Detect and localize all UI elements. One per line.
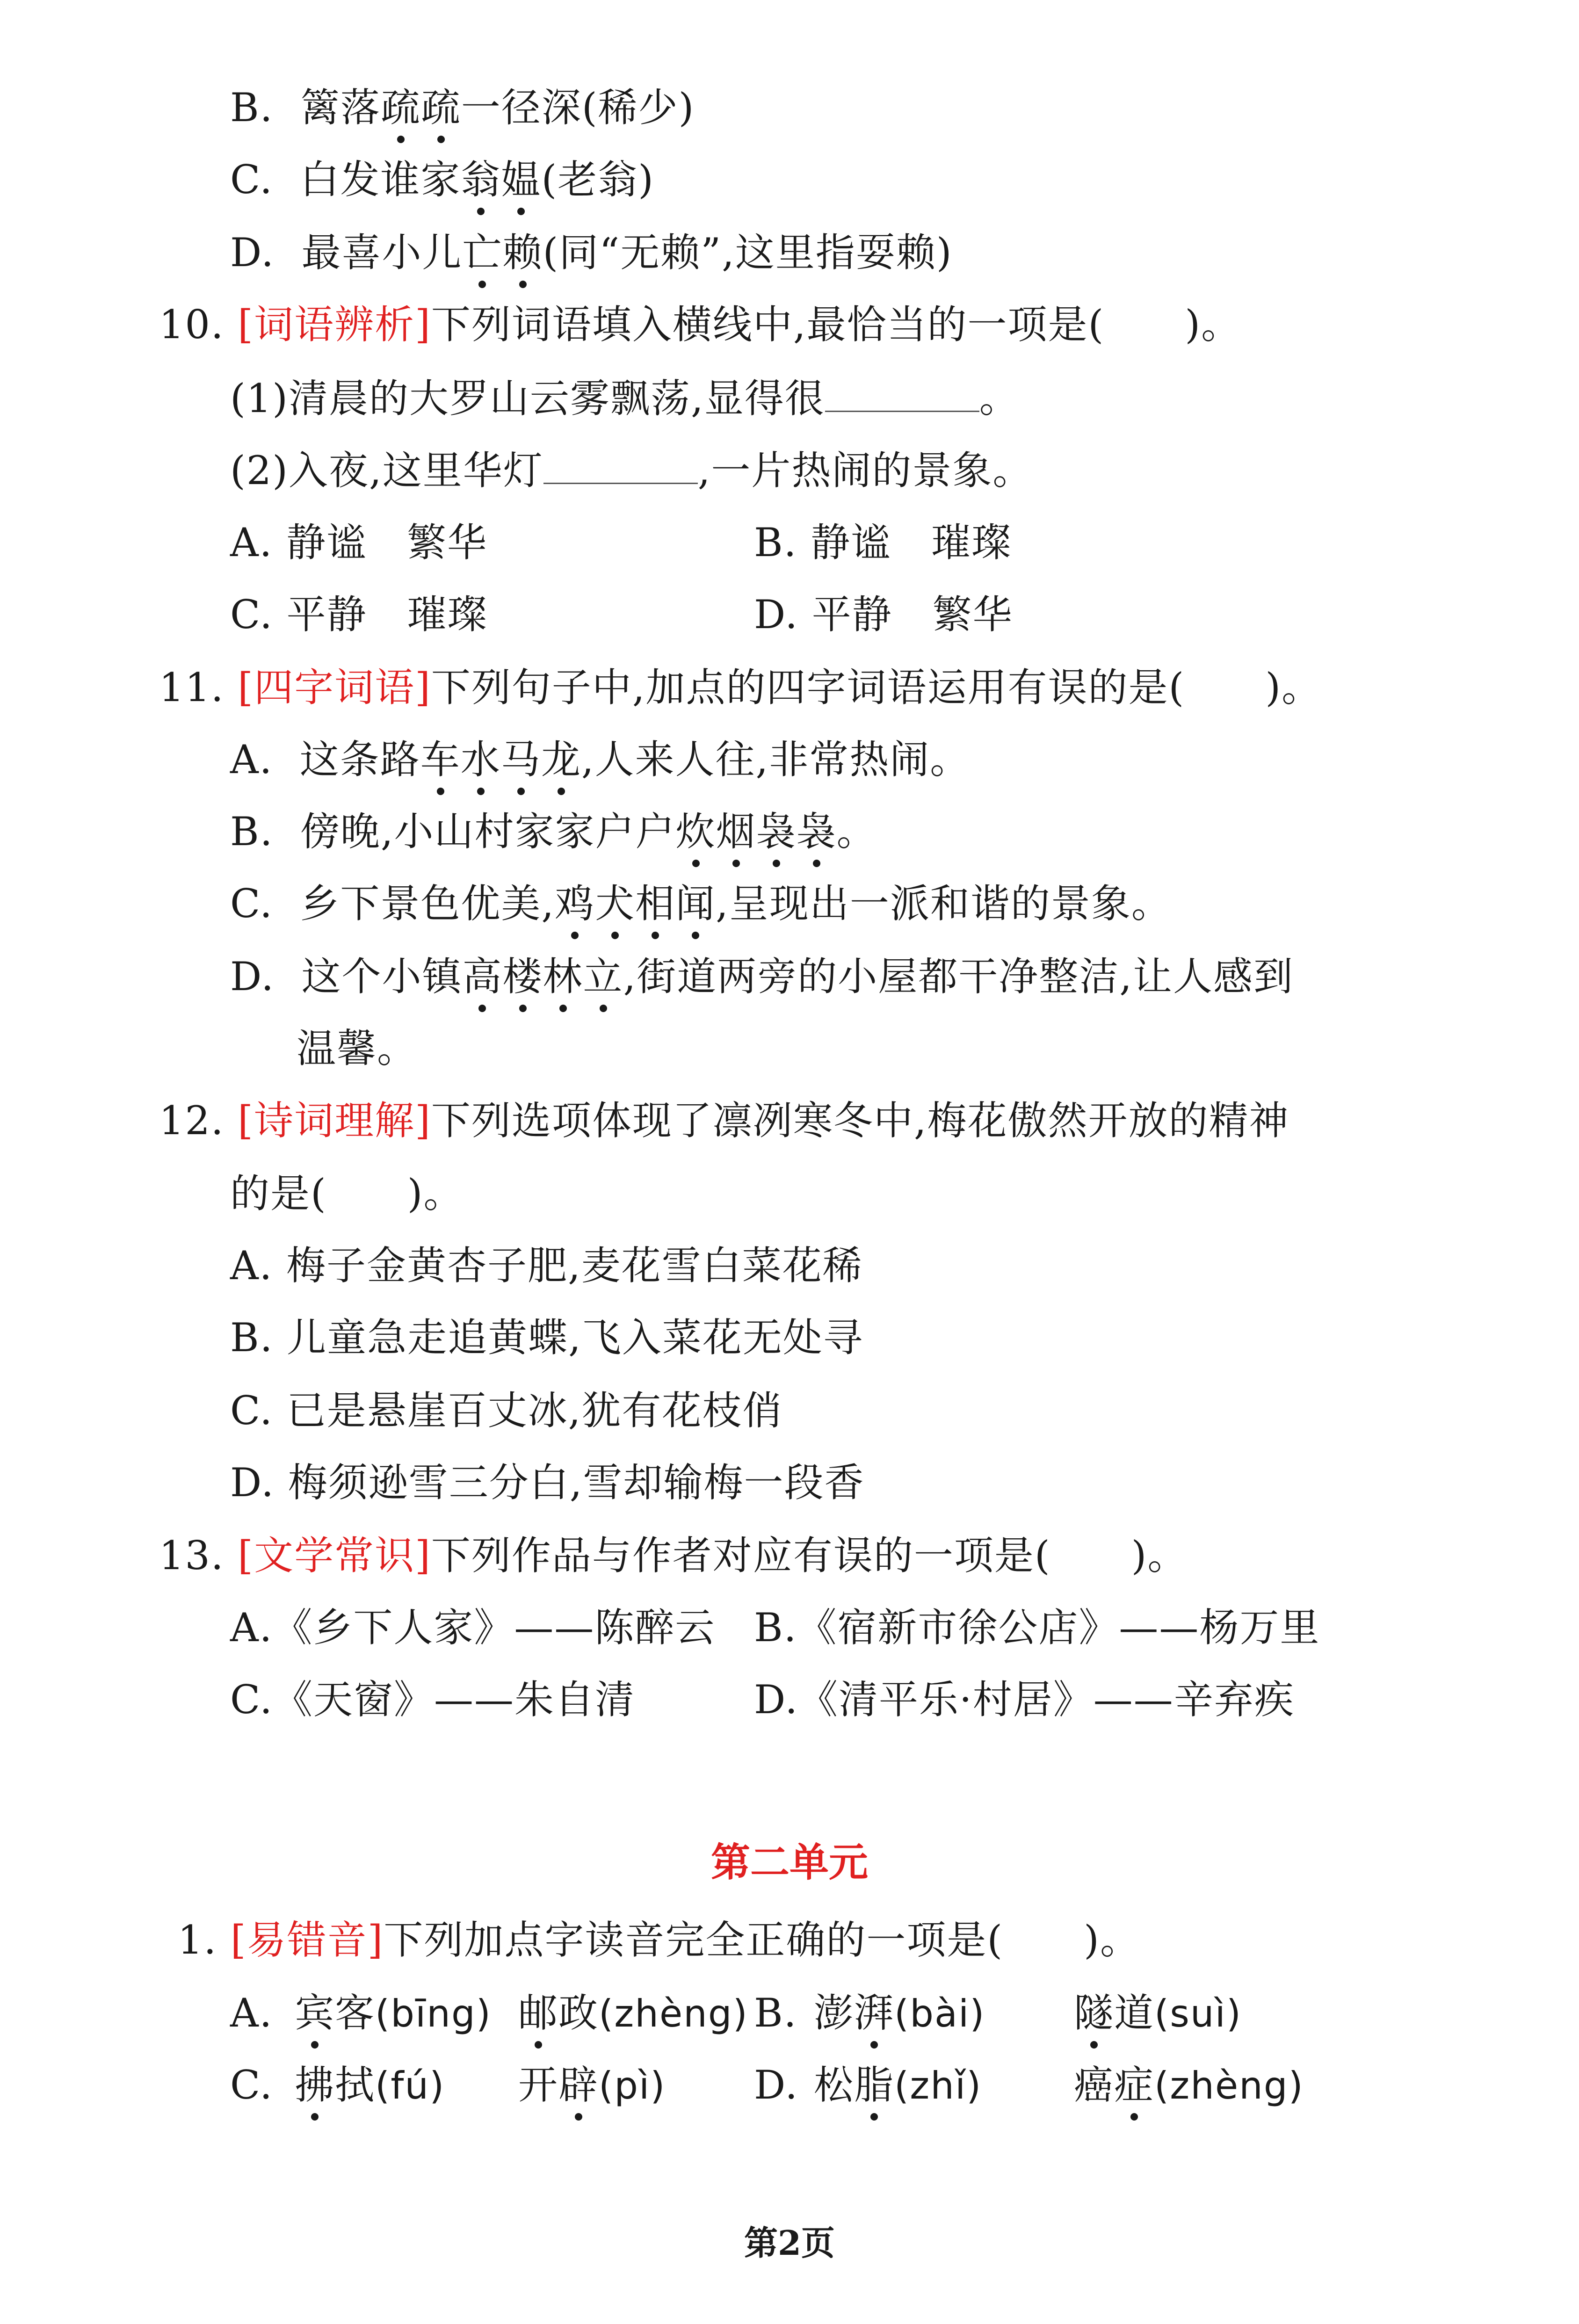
emphasis-char: 袅 bbox=[756, 809, 797, 854]
emphasis-char: 脂 bbox=[854, 2062, 895, 2108]
q13-option-d: D.《清平乐·村居》——辛弃疾 bbox=[754, 1677, 1295, 1723]
q10-sentence-2: (2)入夜,这里华灯 ,一片热闹的景象。 bbox=[230, 448, 1033, 493]
emphasis-char: 炊 bbox=[675, 809, 716, 854]
q12-option-b: B. 儿童急走追黄蝶,飞入菜花无处寻 bbox=[230, 1315, 863, 1361]
u2q1-option-c-item-2: 开辟(pì) bbox=[518, 2062, 666, 2108]
question-tag: [词语辨析] bbox=[238, 302, 431, 348]
emphasis-char: 邮 bbox=[518, 1990, 559, 2036]
q11-option-d: D. 这个小镇高楼林立,街道两旁的小屋都干净整洁,让人感到 bbox=[230, 954, 1294, 999]
question-tag: [易错音] bbox=[230, 1917, 384, 1963]
q11-option-b: B. 傍晚,小山村家家户户炊烟袅袅。 bbox=[230, 809, 877, 854]
unit-title: 第二单元 bbox=[710, 1839, 868, 1885]
emphasis-char: 拂 bbox=[295, 2062, 335, 2108]
emphasis-char: 水 bbox=[460, 737, 501, 782]
u2q1-option-d-item-1: 松脂(zhǐ) bbox=[814, 2062, 982, 2108]
u2q1-option-b-item-2: 隧道(suì) bbox=[1074, 1990, 1242, 2036]
u2q1-option-c-letter: C. bbox=[230, 2062, 273, 2108]
question-12-continued: 的是( )。 bbox=[230, 1171, 464, 1216]
u2q1-option-a-item-2: 邮政(zhèng) bbox=[518, 1990, 748, 2036]
q11-option-d-continued: 温馨。 bbox=[297, 1026, 418, 1072]
q10-option-b: B. 静谧 璀璨 bbox=[754, 520, 1012, 565]
emphasis-char: 闻 bbox=[675, 881, 716, 927]
emphasis-char: 袅 bbox=[796, 809, 837, 854]
u2q1-option-a-letter: A. bbox=[230, 1990, 273, 2036]
emphasis-char: 疏 bbox=[380, 85, 421, 130]
emphasis-char: 相 bbox=[635, 881, 676, 927]
emphasis-char: 车 bbox=[420, 737, 461, 782]
emphasis-char: 马 bbox=[500, 737, 541, 782]
q12-option-a: A. 梅子金黄杏子肥,麦花雪白菜花稀 bbox=[230, 1243, 863, 1289]
question-10: 10. [词语辨析]下列词语填入横线中,最恰当的一项是( )。 bbox=[159, 302, 1242, 348]
fill-blank[interactable] bbox=[543, 450, 698, 484]
q12-option-c: C. 已是悬崖百丈冰,犹有花枝俏 bbox=[230, 1388, 783, 1433]
emphasis-char: 烟 bbox=[716, 809, 756, 854]
q12-option-d: D. 梅须逊雪三分白,雪却输梅一段香 bbox=[230, 1460, 865, 1506]
emphasis-char: 症 bbox=[1114, 2062, 1155, 2108]
emphasis-char: 龙 bbox=[541, 737, 581, 782]
u2q1-option-d-item-2: 癌症(zhèng) bbox=[1074, 2062, 1304, 2108]
emphasis-char: 疏 bbox=[420, 85, 461, 130]
q9-option-d: D. 最喜小儿亡赖(同“无赖”,这里指耍赖) bbox=[230, 230, 953, 275]
q11-option-a: A. 这条路车水马龙,人来人往,非常热闹。 bbox=[230, 737, 971, 782]
question-13: 13. [文学常识]下列作品与作者对应有误的一项是( )。 bbox=[159, 1533, 1188, 1578]
emphasis-char: 立 bbox=[583, 954, 623, 999]
q10-option-d: D. 平静 繁华 bbox=[754, 592, 1013, 637]
emphasis-char: 宾 bbox=[295, 1990, 335, 2036]
emphasis-char: 翁 bbox=[461, 157, 501, 203]
emphasis-char: 鸡 bbox=[555, 881, 595, 927]
unit2-question-1: 1. [易错音]下列加点字读音完全正确的一项是( )。 bbox=[178, 1917, 1140, 1963]
q10-sentence-1: (1)清晨的大罗山云雾飘荡,显得很 。 bbox=[230, 376, 1020, 421]
q13-option-b: B.《宿新市徐公店》——杨万里 bbox=[754, 1605, 1320, 1651]
emphasis-char: 楼 bbox=[502, 954, 543, 999]
emphasis-char: 辟 bbox=[558, 2062, 599, 2108]
fill-blank[interactable] bbox=[825, 378, 979, 412]
q11-option-c: C. 乡下景色优美,鸡犬相闻,呈现出一派和谐的景象。 bbox=[230, 881, 1172, 927]
q13-option-c: C.《天窗》——朱自清 bbox=[230, 1677, 635, 1723]
emphasis-char: 亡 bbox=[462, 230, 503, 275]
u2q1-option-a-item-1: 宾客(bīng) bbox=[295, 1990, 492, 2036]
emphasis-char: 高 bbox=[462, 954, 503, 999]
u2q1-option-b-item-1: 澎湃(bài) bbox=[814, 1990, 985, 2036]
question-12: 12. [诗词理解]下列选项体现了凛冽寒冬中,梅花傲然开放的精神 bbox=[159, 1098, 1289, 1144]
u2q1-option-c-item-1: 拂拭(fú) bbox=[295, 2062, 445, 2108]
emphasis-char: 隧 bbox=[1074, 1990, 1115, 2036]
u2q1-option-d-letter: D. bbox=[754, 2062, 799, 2108]
page-number: 第2页 bbox=[744, 2223, 835, 2263]
question-tag: [诗词理解] bbox=[238, 1098, 431, 1144]
question-tag: [四字词语] bbox=[238, 665, 431, 710]
q9-option-b: B. 篱落疏疏一径深(稀少) bbox=[230, 85, 695, 130]
u2q1-option-b-letter: B. bbox=[754, 1990, 797, 2036]
q10-option-c: C. 平静 璀璨 bbox=[230, 592, 488, 637]
emphasis-char: 媪 bbox=[501, 157, 542, 203]
q10-option-a: A. 静谧 繁华 bbox=[230, 520, 488, 565]
question-11: 11. [四字词语]下列句子中,加点的四字词语运用有误的是( )。 bbox=[159, 665, 1322, 710]
emphasis-char: 湃 bbox=[854, 1990, 895, 2036]
emphasis-char: 赖 bbox=[502, 230, 543, 275]
question-tag: [文学常识] bbox=[238, 1533, 431, 1578]
q13-option-a: A.《乡下人家》——陈醉云 bbox=[230, 1605, 716, 1651]
emphasis-char: 犬 bbox=[595, 881, 636, 927]
emphasis-char: 林 bbox=[543, 954, 583, 999]
q9-option-c: C. 白发谁家翁媪(老翁) bbox=[230, 157, 654, 203]
